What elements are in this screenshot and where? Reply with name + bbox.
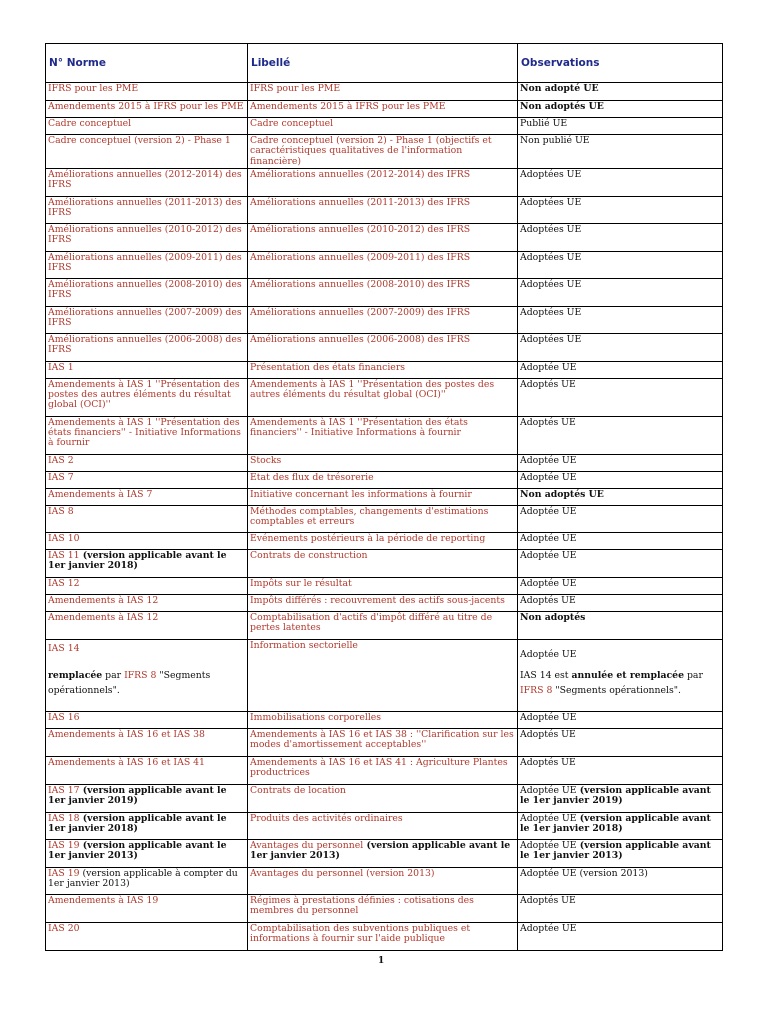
status-text: Adoptées UE (520, 306, 582, 318)
norm-label: Initiative concernant les informations à fournir (250, 488, 472, 500)
cell-observations (518, 488, 723, 505)
status-note: IAS 14 est (520, 669, 572, 681)
status-text: Adoptés UE (520, 756, 576, 768)
segments-text: "Segments opérationnels". (552, 684, 681, 696)
par-text: par (102, 669, 125, 681)
norm-label: Régimes à prestations définies : cotisations des membres du personnel (250, 894, 474, 917)
cell-libelle (248, 135, 518, 169)
par-text: par (684, 669, 703, 681)
cell-observations (518, 135, 723, 169)
status-text: Adoptée UE (520, 361, 577, 373)
table-body (46, 83, 723, 951)
table-row (46, 577, 723, 594)
table-row (46, 756, 723, 784)
norm-label: Présentation des états financiers (250, 361, 406, 373)
header-row (46, 44, 723, 83)
cell-libelle (248, 639, 518, 711)
norm-code: Cadre conceptuel (48, 118, 132, 129)
norm-code: Amendements à IAS 1 ''Présentation des postes des autres éléments du résultat global (OCI)'' (48, 378, 240, 411)
cell-libelle (248, 505, 518, 532)
cell-observations (518, 361, 723, 378)
table-row (46, 168, 723, 196)
cell-norme (46, 639, 248, 711)
table-row (46, 454, 723, 471)
cell-norme (46, 251, 248, 278)
cell-libelle (248, 611, 518, 639)
version-note: (version applicable à compter du 1er janvier 2013) (48, 867, 238, 890)
cell-observations (518, 784, 723, 812)
norm-code: IAS 12 (48, 577, 80, 589)
norm-label: Améliorations annuelles (2008-2010) des IFRS (250, 278, 471, 290)
norm-code: Améliorations annuelles (2007-2009) des IFRS (48, 306, 242, 329)
norm-code: IAS 1 (48, 361, 74, 373)
cell-libelle (248, 894, 518, 922)
cell-norme (46, 83, 248, 101)
norm-code: IAS 8 (48, 505, 74, 517)
table-row (46, 639, 723, 711)
status-text: Adoptés UE (520, 894, 576, 906)
status-text: Adoptés UE (520, 378, 576, 390)
cell-observations (518, 594, 723, 611)
table-row (46, 611, 723, 639)
norm-label: IFRS pour les PME (250, 83, 341, 94)
norm-label: Immobilisations corporelles (250, 711, 382, 723)
norm-code: Améliorations annuelles (2008-2010) des IFRS (48, 278, 242, 301)
norm-label: Avantages du personnel (250, 839, 364, 851)
status-text: Adoptée UE (520, 577, 577, 589)
cell-libelle (248, 812, 518, 839)
cell-libelle (248, 594, 518, 611)
status-text: Non adoptés (520, 611, 586, 623)
table-row (46, 416, 723, 454)
cell-libelle (248, 118, 518, 135)
cell-norme (46, 611, 248, 639)
cell-libelle (248, 251, 518, 278)
cell-observations (518, 168, 723, 196)
norm-label: Cadre conceptuel (version 2) - Phase 1 (objectifs et caractéristiques qualitatives de l'information financière) (250, 135, 492, 167)
norm-label: Cadre conceptuel (250, 118, 334, 129)
cell-libelle (248, 549, 518, 577)
cell-libelle (248, 101, 518, 118)
cell-observations (518, 756, 723, 784)
table-row (46, 711, 723, 728)
table-row (46, 812, 723, 839)
cell-norme (46, 711, 248, 728)
cell-libelle (248, 361, 518, 378)
cell-norme (46, 306, 248, 333)
table-row (46, 306, 723, 333)
cell-libelle (248, 711, 518, 728)
norm-code: Cadre conceptuel (version 2) - Phase 1 (48, 135, 231, 146)
table-row (46, 101, 723, 118)
cell-norme (46, 361, 248, 378)
status-text: Adoptés UE (520, 594, 576, 606)
table-row (46, 894, 723, 922)
cell-libelle (248, 867, 518, 894)
status-note-bold: annulée et remplacée (571, 669, 685, 681)
cell-observations (518, 728, 723, 756)
version-note: (version applicable avant le 1er janvier 2018) (520, 812, 711, 835)
cell-libelle (248, 488, 518, 505)
cell-observations (518, 416, 723, 454)
table-row (46, 361, 723, 378)
cell-libelle (248, 223, 518, 251)
cell-observations (518, 196, 723, 223)
status-text: Adoptée UE (520, 839, 577, 851)
status-text: Adoptées UE (520, 168, 582, 180)
norms-table (45, 43, 723, 951)
header-libelle: Libellé (248, 44, 518, 83)
cell-observations (518, 223, 723, 251)
status-text: Adoptée UE (520, 471, 577, 483)
norm-label: Améliorations annuelles (2010-2012) des IFRS (250, 223, 471, 235)
status-text: Non adopté UE (520, 83, 599, 94)
cell-libelle (248, 306, 518, 333)
status-text: Adoptée UE (520, 454, 577, 466)
norm-label: Produits des activités ordinaires (250, 812, 403, 824)
version-note: (version applicable avant le 1er janvier 2018) (48, 549, 227, 572)
cell-libelle (248, 454, 518, 471)
cell-norme (46, 488, 248, 505)
norm-label: Améliorations annuelles (2012-2014) des IFRS (250, 168, 471, 180)
table-row (46, 839, 723, 867)
status-text: Adoptée UE (520, 711, 577, 723)
cell-observations (518, 505, 723, 532)
norm-label: Amendements à IAS 16 et IAS 41 : Agriculture Plantes productrices (250, 756, 508, 779)
version-note: (version applicable avant le 1er janvier 2013) (250, 839, 511, 862)
version-note: (version applicable avant le 1er janvier 2019) (48, 784, 227, 807)
table-row (46, 867, 723, 894)
cell-observations (518, 101, 723, 118)
norm-code: IAS 7 (48, 471, 74, 483)
status-text: Adoptés UE (520, 416, 576, 428)
norm-code: IAS 18 (48, 812, 80, 824)
cell-observations (518, 278, 723, 306)
table-row (46, 784, 723, 812)
cell-norme (46, 118, 248, 135)
cell-norme (46, 922, 248, 950)
cell-libelle (248, 378, 518, 416)
norm-label: Méthodes comptables, changements d'estimations comptables et erreurs (250, 505, 489, 528)
status-text: Adoptées UE (520, 223, 582, 235)
cell-libelle (248, 196, 518, 223)
norm-code: Amendements à IAS 19 (48, 894, 159, 906)
cell-norme (46, 756, 248, 784)
cell-norme (46, 728, 248, 756)
table-row (46, 378, 723, 416)
norm-code: Amendements à IAS 7 (48, 488, 153, 500)
cell-norme (46, 867, 248, 894)
cell-observations (518, 639, 723, 711)
cell-norme (46, 894, 248, 922)
cell-observations (518, 333, 723, 361)
cell-observations (518, 711, 723, 728)
table-row (46, 488, 723, 505)
cell-observations (518, 577, 723, 594)
norm-code: Améliorations annuelles (2009-2011) des IFRS (48, 251, 242, 274)
norm-label: Impôts différés : recouvrement des actifs sous-jacents (250, 594, 505, 606)
table-row (46, 471, 723, 488)
cell-observations (518, 839, 723, 867)
norm-code: IAS 10 (48, 532, 80, 544)
cell-norme (46, 101, 248, 118)
cell-observations (518, 894, 723, 922)
norm-code: IAS 16 (48, 711, 80, 723)
norm-code: Amendements à IAS 1 ''Présentation des états financiers'' - Initiative Informations à fournir (48, 416, 241, 449)
cell-observations (518, 867, 723, 894)
cell-observations (518, 549, 723, 577)
status-text: Non adoptés UE (520, 488, 604, 500)
table-row (46, 922, 723, 950)
header-observations: Observations (518, 44, 723, 83)
cell-norme (46, 839, 248, 867)
table-row (46, 549, 723, 577)
status-text: Adoptée UE (520, 648, 577, 660)
norm-label: Contrats de location (250, 784, 346, 796)
norm-code: IFRS pour les PME (48, 83, 139, 94)
table-row (46, 532, 723, 549)
table-row (46, 223, 723, 251)
norm-label: Amendements à IAS 1 ''Présentation des postes des autres éléments du résultat global (OCI)'' (250, 378, 495, 401)
segments-text: "Segments opérationnels". (48, 669, 211, 696)
norm-code: Améliorations annuelles (2010-2012) des IFRS (48, 223, 242, 246)
norm-label: Information sectorielle (250, 639, 358, 651)
norm-label: Impôts sur le résultat (250, 577, 352, 589)
cell-observations (518, 812, 723, 839)
norm-label: Améliorations annuelles (2007-2009) des IFRS (250, 306, 471, 318)
cell-libelle (248, 756, 518, 784)
norm-label: Stocks (250, 454, 282, 466)
cell-libelle (248, 784, 518, 812)
table-row (46, 118, 723, 135)
norm-label: Comptabilisation des subventions publiques et informations à fournir sur l'aide publique (250, 922, 471, 945)
table-row (46, 196, 723, 223)
norm-label: Améliorations annuelles (2009-2011) des IFRS (250, 251, 471, 263)
norm-code: Améliorations annuelles (2012-2014) des IFRS (48, 168, 242, 191)
cell-observations (518, 471, 723, 488)
norm-code: Amendements à IAS 12 (48, 611, 159, 623)
cell-observations (518, 83, 723, 101)
norm-label: Evénements postérieurs à la période de reporting (250, 532, 486, 544)
table-row (46, 251, 723, 278)
norm-code: IAS 19 (48, 839, 80, 851)
status-text: Publié UE (520, 118, 568, 129)
status-text: Non adoptés UE (520, 101, 604, 112)
cell-libelle (248, 577, 518, 594)
cell-norme (46, 454, 248, 471)
norm-label: Contrats de construction (250, 549, 368, 561)
status-text: Adoptés UE (520, 728, 576, 740)
norm-code: Amendements à IAS 12 (48, 594, 159, 606)
version-note: (version applicable avant le 1er janvier 2013) (520, 839, 711, 862)
cell-observations (518, 532, 723, 549)
cell-norme (46, 577, 248, 594)
cell-observations (518, 922, 723, 950)
header-norme: N° Norme (46, 44, 248, 83)
cell-norme (46, 594, 248, 611)
cell-libelle (248, 922, 518, 950)
ifrs-ref: IFRS 8 (520, 684, 553, 696)
cell-libelle (248, 168, 518, 196)
norm-code: Améliorations annuelles (2011-2013) des IFRS (48, 196, 242, 219)
table-row (46, 83, 723, 101)
cell-observations (518, 611, 723, 639)
table-row (46, 278, 723, 306)
table-row (46, 135, 723, 169)
cell-observations (518, 454, 723, 471)
status-text: Adoptée UE (520, 532, 577, 544)
status-text: Non publié UE (520, 135, 590, 146)
cell-libelle (248, 333, 518, 361)
cell-libelle (248, 839, 518, 867)
cell-observations (518, 378, 723, 416)
norm-code: Amendements 2015 à IFRS pour les PME (48, 101, 244, 112)
cell-norme (46, 471, 248, 488)
cell-norme (46, 784, 248, 812)
page-number: 1 (378, 956, 385, 966)
norm-label: Améliorations annuelles (2006-2008) des IFRS (250, 333, 471, 345)
norm-code: Amendements à IAS 16 et IAS 38 (48, 728, 205, 740)
status-text: Adoptées UE (520, 196, 582, 208)
table-row (46, 505, 723, 532)
cell-norme (46, 505, 248, 532)
norm-code: IAS 19 (48, 867, 80, 879)
norm-label: Amendements 2015 à IFRS pour les PME (250, 101, 446, 112)
norm-code: IAS 20 (48, 922, 80, 934)
norm-code: Améliorations annuelles (2006-2008) des IFRS (48, 333, 242, 356)
cell-libelle (248, 416, 518, 454)
cell-norme (46, 532, 248, 549)
cell-observations (518, 306, 723, 333)
cell-norme (46, 378, 248, 416)
status-text: Adoptées UE (520, 333, 582, 345)
table-row (46, 333, 723, 361)
norm-code: IAS 2 (48, 454, 74, 466)
cell-libelle (248, 728, 518, 756)
table-row (46, 594, 723, 611)
norm-code: IAS 11 (48, 549, 80, 561)
cell-norme (46, 135, 248, 169)
status-text: Adoptée UE (520, 812, 577, 824)
cell-norme (46, 168, 248, 196)
cell-libelle (248, 83, 518, 101)
status-text: Adoptée UE (version 2013) (520, 867, 648, 879)
norm-code: Amendements à IAS 16 et IAS 41 (48, 756, 205, 768)
cell-observations (518, 118, 723, 135)
norm-label: Améliorations annuelles (2011-2013) des IFRS (250, 196, 471, 208)
norm-code: IAS 17 (48, 784, 80, 796)
cell-norme (46, 223, 248, 251)
replaced-text: remplacée (48, 669, 103, 681)
status-text: Adoptée UE (520, 505, 577, 517)
norm-label: Etat des flux de trésorerie (250, 471, 374, 483)
version-note: (version applicable avant le 1er janvier 2013) (48, 839, 227, 862)
cell-norme (46, 196, 248, 223)
cell-observations (518, 251, 723, 278)
norm-label: Amendements à IAS 1 ''Présentation des états financiers'' - Initiative Informations à fournir (250, 416, 468, 439)
cell-norme (46, 549, 248, 577)
version-note: (version applicable avant le 1er janvier 2018) (48, 812, 227, 835)
table-row (46, 728, 723, 756)
norm-label: Avantages du personnel (version 2013) (250, 867, 435, 879)
norm-label: Comptabilisation d'actifs d'impôt différé au titre de pertes latentes (250, 611, 493, 634)
version-note: (version applicable avant le 1er janvier 2019) (520, 784, 711, 807)
cell-libelle (248, 278, 518, 306)
norm-label: Amendements à IAS 16 et IAS 38 : ''Clarification sur les modes d'amortissement acceptables'' (250, 728, 514, 751)
ifrs-ref: IFRS 8 (124, 669, 157, 681)
cell-norme (46, 812, 248, 839)
status-text: Adoptée UE (520, 784, 577, 796)
cell-libelle (248, 471, 518, 488)
cell-norme (46, 333, 248, 361)
cell-norme (46, 416, 248, 454)
status-text: Adoptée UE (520, 922, 577, 934)
cell-norme (46, 278, 248, 306)
norm-code: IAS 14 (48, 642, 80, 654)
status-text: Adoptées UE (520, 278, 582, 290)
status-text: Adoptées UE (520, 251, 582, 263)
cell-libelle (248, 532, 518, 549)
status-text: Adoptée UE (520, 549, 577, 561)
